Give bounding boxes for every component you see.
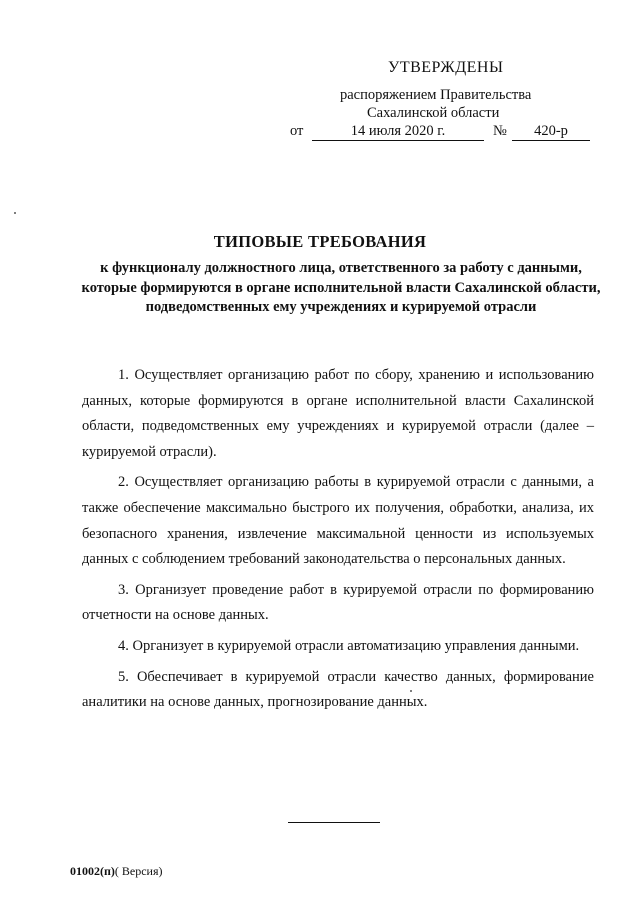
- paragraph-3: 3. Организует проведение работ в курируемой отрасли по формированию отчетности на основе данных.: [82, 581, 594, 624]
- paragraph-1: 1. Осуществляет организацию работ по сбору, хранению и использованию данных, которые формируются в органе исполнительной власти Сахалинской области, подведомственных ему учреждениях и курируемой отрасли (далее – курируемой отрасли).: [82, 367, 594, 460]
- document-body: [82, 363, 594, 721]
- footer-code: [70, 864, 163, 879]
- approval-number: 420-р: [512, 122, 590, 141]
- approval-authority: распоряжением Правительства: [340, 87, 532, 103]
- document-subtitle: к функционалу должностного лица, ответственного за работу с данными, которые формируются в органе исполнительной власти Сахалинской области, подведомственных ему учреждениях и курируемой отрасли: [81, 260, 601, 315]
- from-label: от: [290, 123, 304, 139]
- number-label: №: [493, 123, 507, 139]
- scan-speck: [410, 690, 412, 692]
- end-divider: [288, 822, 380, 823]
- paragraph-4: 4. Организует в курируемой отрасли автоматизацию управления данными.: [118, 637, 580, 654]
- scan-speck: [14, 212, 16, 214]
- approval-title: УТВЕРЖДЕНЫ: [388, 59, 504, 76]
- approval-region: Сахалинской области: [367, 105, 500, 121]
- form-code: 01002(п): [70, 864, 115, 878]
- document-title: ТИПОВЫЕ ТРЕБОВАНИЯ: [213, 232, 427, 251]
- paragraph-5: 5. Обеспечивает в курируемой отрасли качество данных, формирование аналитики на основе данных, прогнозирование данных.: [82, 668, 594, 711]
- form-version: ( Версия): [114, 864, 163, 878]
- approval-date: 14 июля 2020 г.: [312, 122, 484, 141]
- approval-date-number-row: [290, 122, 610, 142]
- paragraph-2: 2. Осуществляет организацию работы в курируемой отрасли с данными, а также обеспечение максимально быстрого их получения, обработки, анализа, их безопасного хранения, извлечение максимальной ценности из используемых данных с соблюдением требований законодательства о персональных данных.: [82, 474, 594, 568]
